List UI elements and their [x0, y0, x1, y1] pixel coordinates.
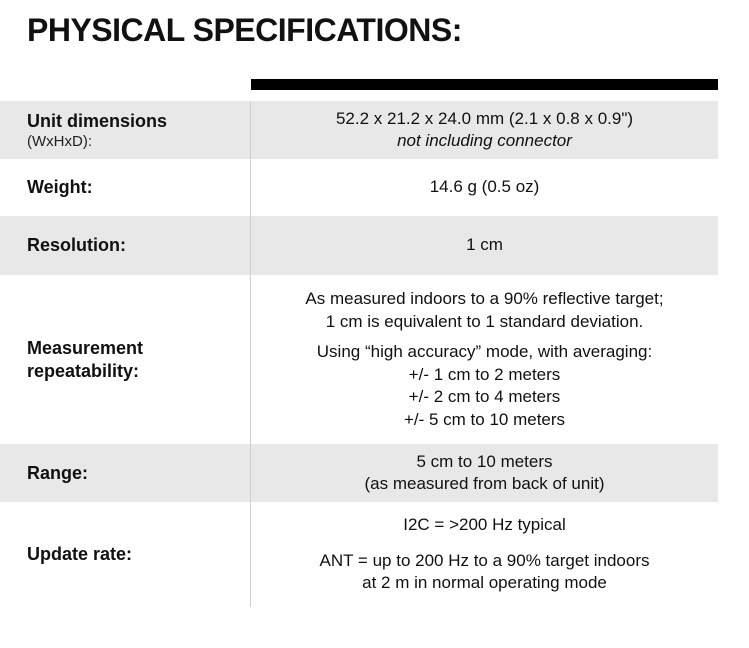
spec-row-update-rate	[0, 502, 718, 607]
spec-value: Using “high accuracy” mode, with averaging:	[316, 342, 653, 361]
spec-value: 1 cm	[466, 235, 503, 255]
spec-label-cell	[0, 216, 251, 275]
spec-row-weight	[0, 159, 718, 216]
spec-row-resolution	[0, 216, 718, 275]
spec-label-line: repeatability:	[27, 360, 140, 381]
spec-value: 52.2 x 21.2 x 24.0 mm (2.1 x 0.8 x 0.9")	[335, 108, 634, 128]
spec-label: Range:	[27, 462, 89, 483]
spec-label-line: Measurement	[27, 337, 144, 358]
spec-value-cell	[251, 502, 718, 607]
spec-value-cell	[251, 216, 718, 275]
spec-value-cell	[251, 275, 718, 444]
spec-value: +/- 1 cm to 2 meters	[408, 364, 561, 384]
spec-row-measurement-repeatability	[0, 275, 718, 444]
spec-value: 14.6 g (0.5 oz)	[429, 177, 540, 197]
spec-value: 5 cm to 10 meters	[416, 451, 553, 471]
spec-value: As measured indoors to a 90% reflective target;	[305, 289, 664, 308]
page-title: PHYSICAL SPECIFICATIONS:	[27, 12, 462, 48]
spec-value: ANT = up to 200 Hz to a 90% target indoors	[319, 550, 650, 570]
spec-label-cell	[0, 444, 251, 502]
spec-value: (as measured from back of unit)	[364, 474, 605, 493]
spec-label: Update rate:	[27, 544, 133, 564]
spec-row-range	[0, 444, 718, 502]
spec-value: +/- 5 cm to 10 meters	[403, 409, 566, 429]
spec-sublabel: (WxHxD):	[27, 132, 92, 150]
header-rule	[251, 79, 718, 90]
spec-value-note: not including connector	[397, 131, 572, 150]
spec-label-cell	[0, 159, 251, 216]
spec-row-unit-dimensions	[0, 101, 718, 159]
spec-label: Weight:	[27, 177, 93, 197]
spec-label-cell	[0, 502, 251, 607]
spec-value: 1 cm is equivalent to 1 standard deviation.	[325, 311, 644, 331]
spec-label: Resolution:	[27, 235, 126, 255]
spec-value-cell	[251, 101, 718, 159]
spec-label-cell	[0, 101, 251, 159]
spec-value-cell	[251, 159, 718, 216]
spec-value: +/- 2 cm to 4 meters	[408, 387, 561, 406]
spec-label-cell	[0, 275, 251, 444]
spec-value: I2C = >200 Hz typical	[403, 515, 566, 535]
spec-value-cell	[251, 444, 718, 502]
spec-value: at 2 m in normal operating mode	[362, 573, 607, 593]
spec-label: Unit dimensions	[27, 110, 168, 131]
spec-table	[0, 101, 718, 607]
